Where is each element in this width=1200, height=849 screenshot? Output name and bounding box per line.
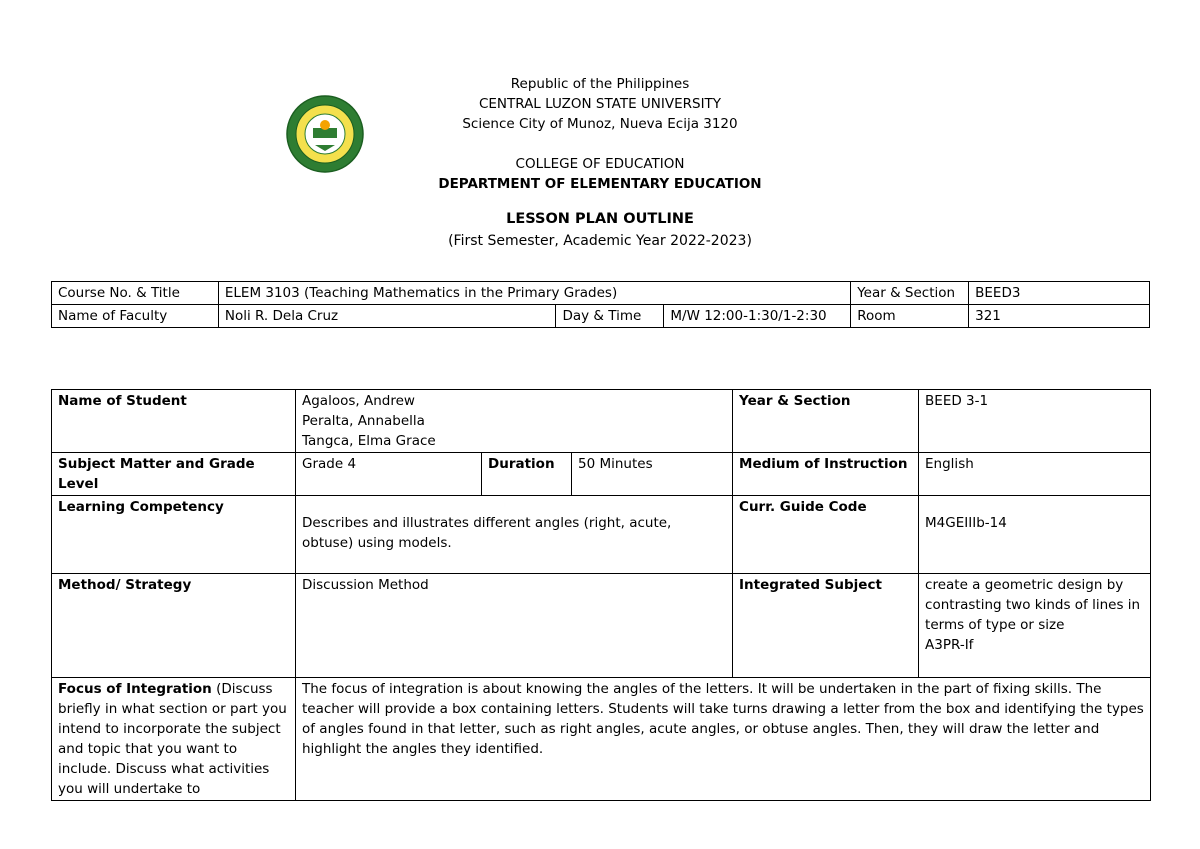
course-info-table	[51, 281, 1150, 328]
room-value: 321	[969, 305, 1150, 328]
year-section-value: BEED3	[969, 282, 1150, 305]
focus-value: The focus of integration is about knowing the angles of the letters. It will be undertaken in the part of fixing skills. The teacher will provide a box containing letters. Students will take turns drawing a letter from the box and identifying the types of angles found in that letter, such as right angles, acute angles, or obtuse angles. Then, they will draw the letter and highlight the angles they identified.	[296, 678, 1151, 801]
method-value: Discussion Method	[296, 574, 733, 678]
student-names	[296, 390, 733, 453]
year-section-value: BEED 3-1	[919, 390, 1151, 453]
university-name: CENTRAL LUZON STATE UNIVERSITY	[478, 96, 722, 112]
guide-value	[919, 496, 1151, 574]
method-label: Method/ Strategy	[52, 574, 296, 678]
integrated-code: A3PR-If	[925, 637, 974, 653]
student-name: Tangca, Elma Grace	[302, 433, 436, 449]
table-row	[52, 282, 1150, 305]
integrated-text: create a geometric design by contrasting two kinds of lines in terms of type or size	[925, 577, 1141, 633]
guide-code: M4GEIIIb-14	[925, 515, 1007, 531]
lesson-plan-table	[51, 389, 1151, 801]
table-row	[52, 678, 1151, 801]
guide-label: Curr. Guide Code	[733, 496, 919, 574]
integrated-value	[919, 574, 1151, 678]
table-row	[52, 496, 1151, 574]
medium-value: English	[919, 453, 1151, 496]
medium-label: Medium of Instruction	[733, 453, 919, 496]
department-name: DEPARTMENT OF ELEMENTARY EDUCATION	[438, 176, 762, 192]
college-name: COLLEGE OF EDUCATION	[515, 156, 685, 172]
table-row	[52, 390, 1151, 453]
day-time-label: Day & Time	[556, 305, 664, 328]
competency-text: Describes and illustrates different angles (right, acute, obtuse) using models.	[302, 515, 672, 551]
student-name: Agaloos, Andrew	[302, 393, 415, 409]
faculty-label: Name of Faculty	[52, 305, 219, 328]
course-label: Course No. & Title	[52, 282, 219, 305]
republic-line: Republic of the Philippines	[510, 76, 690, 92]
focus-note: (Discuss briefly in what section or part you intend to incorporate the subject and topic that you want to include. Discuss what activities you will undertake to	[58, 681, 287, 797]
faculty-value: Noli R. Dela Cruz	[218, 305, 556, 328]
document-header	[350, 74, 850, 252]
course-value: ELEM 3103 (Teaching Mathematics in the Primary Grades)	[218, 282, 850, 305]
year-section-label: Year & Section	[733, 390, 919, 453]
semester-line: (First Semester, Academic Year 2022-2023)	[448, 233, 752, 249]
room-label: Room	[851, 305, 969, 328]
student-name: Peralta, Annabella	[302, 413, 425, 429]
subject-label: Subject Matter and Grade Level	[52, 453, 296, 496]
focus-label-cell	[52, 678, 296, 801]
competency-label: Learning Competency	[52, 496, 296, 574]
table-row	[52, 305, 1150, 328]
duration-value: 50 Minutes	[572, 453, 733, 496]
competency-value	[296, 496, 733, 574]
table-row	[52, 453, 1151, 496]
duration-label: Duration	[482, 453, 572, 496]
table-row	[52, 574, 1151, 678]
focus-label: Focus of Integration	[58, 681, 212, 697]
student-label: Name of Student	[52, 390, 296, 453]
day-time-value: M/W 12:00-1:30/1-2:30	[664, 305, 851, 328]
university-address: Science City of Munoz, Nueva Ecija 3120	[462, 116, 738, 132]
subject-value: Grade 4	[296, 453, 482, 496]
document-title: LESSON PLAN OUTLINE	[506, 211, 694, 227]
year-section-label: Year & Section	[851, 282, 969, 305]
integrated-label: Integrated Subject	[733, 574, 919, 678]
